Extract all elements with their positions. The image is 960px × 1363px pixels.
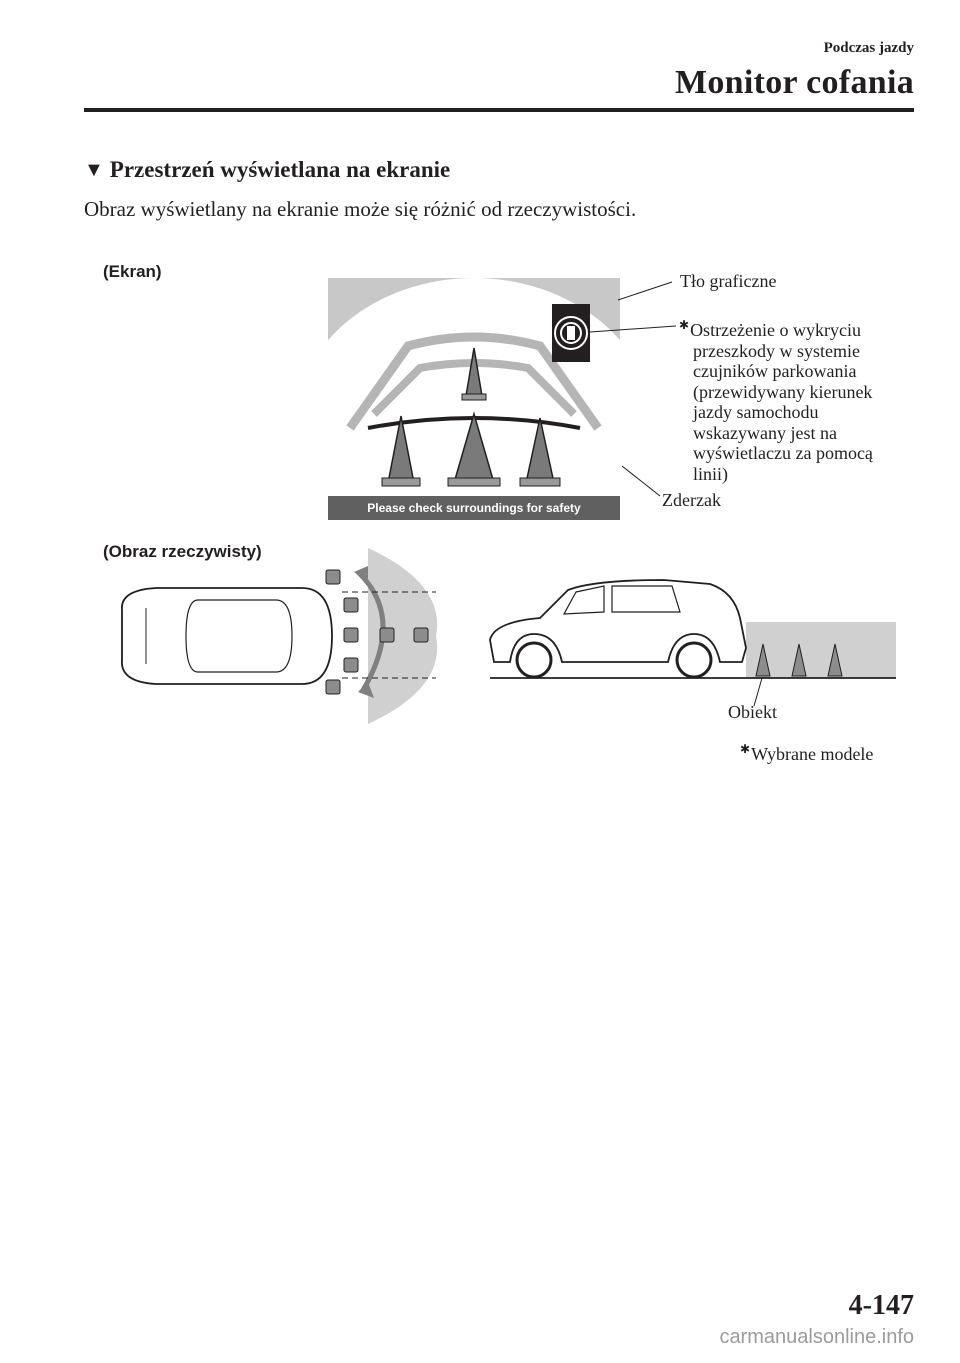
section-heading xyxy=(84,157,450,183)
callout-bumper: Zderzak xyxy=(662,490,721,510)
header-rule xyxy=(84,108,914,112)
page-number: 4-147 xyxy=(848,1290,914,1321)
real-image-label: (Obraz rzeczywisty) xyxy=(103,542,262,561)
footer-watermark: carmanualsonline.info xyxy=(719,1326,914,1348)
intro-text: Obraz wyświetlany na ekranie może się różnić od rzeczywistości. xyxy=(84,197,637,221)
callout-graphic-background: Tło graficzne xyxy=(680,271,777,291)
car-top-view-icon xyxy=(106,548,446,724)
screen-label: (Ekran) xyxy=(103,262,162,281)
section-heading-text: Przestrzeń wyświetlana na ekranie xyxy=(109,157,451,182)
asterisk-icon: ✱ xyxy=(679,318,690,332)
asterisk-icon: ✱ xyxy=(740,742,751,756)
screen-banner: Please check surroundings for safety xyxy=(367,501,581,515)
section-label: Podczas jazdy xyxy=(823,40,914,56)
triangle-bullet-icon: ▼ xyxy=(84,158,104,181)
chapter-title: Monitor cofania xyxy=(674,64,914,101)
car-side-view-icon xyxy=(484,578,896,708)
callout-object: Obiekt xyxy=(728,702,777,722)
callout-parking-sensor-warning: ✱Ostrzeżenie o wykryciu przeszkody w systemie czujników parkowania (przewidywany kierunek jazdy samochodu wskazywany jest na wyświetlaczu za pomocą linii) xyxy=(679,318,873,484)
footnote-selected-models: ✱Wybrane modele xyxy=(740,742,874,764)
rear-camera-screen xyxy=(328,278,620,520)
